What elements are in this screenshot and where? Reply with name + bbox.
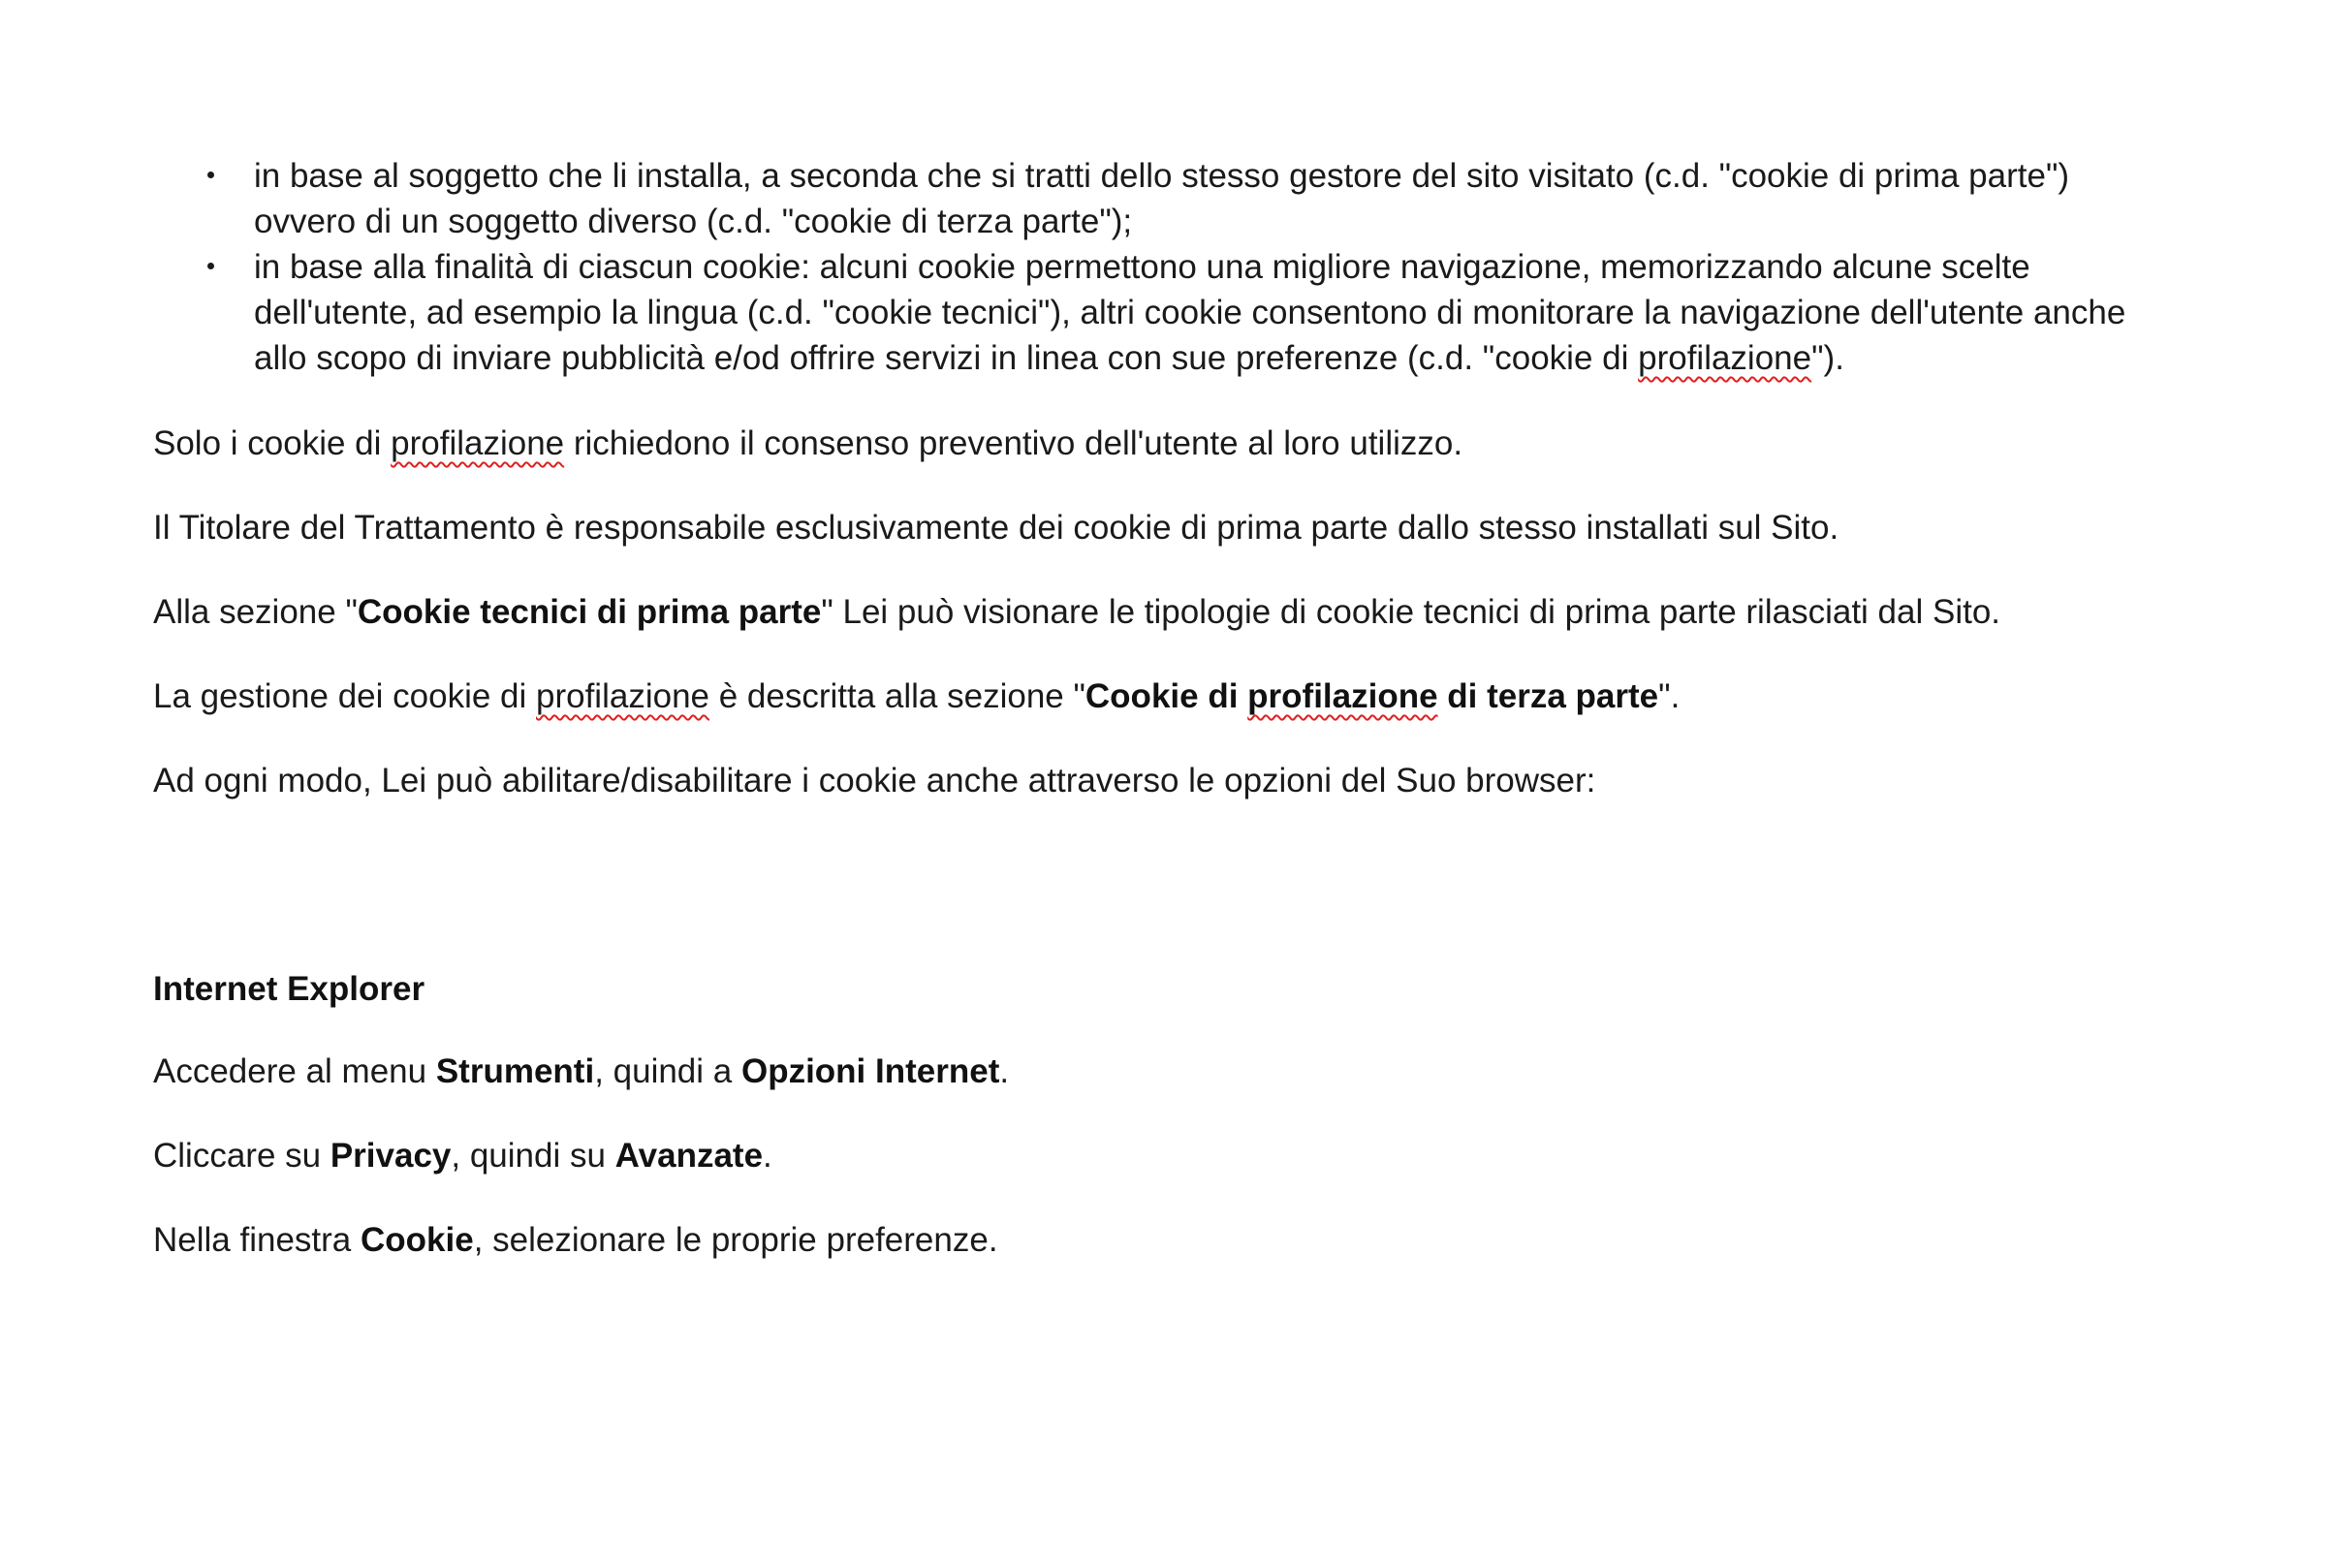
bullet-dot <box>207 263 214 269</box>
text-run: ". <box>1658 677 1681 715</box>
text-run: Solo i cookie di <box>153 424 392 462</box>
paragraph-sezione <box>153 589 2179 635</box>
text-run: Alla sezione " <box>153 593 358 631</box>
text-run: è descritta alla sezione " <box>709 677 1085 715</box>
paragraph-consent <box>153 421 2179 466</box>
instruction-step-1 <box>153 1049 2179 1094</box>
text-run: " Lei può visionare le tipologie di cookie tecnici di prima parte rilasciati dal Sito. <box>821 593 2001 631</box>
paragraph-gestione <box>153 674 2179 719</box>
text-run: , selezionare le proprie preferenze. <box>473 1221 998 1259</box>
text-run: . <box>999 1052 1010 1090</box>
text-run: richiedono il consenso preventivo dell'utente al loro utilizzo. <box>564 424 1463 462</box>
list-item <box>153 153 2179 244</box>
instruction-step-2 <box>153 1133 2179 1178</box>
bold-menu-name: Privacy <box>330 1137 452 1175</box>
section-heading-internet-explorer <box>153 966 2179 1012</box>
text-run: Accedere al menu <box>153 1052 436 1090</box>
bold-menu-name: Cookie <box>360 1221 474 1259</box>
bullet-text: in base alla finalità di ciascun cookie: alcuni cookie permettono una migliore navigazione, memorizzando alcune scelte dell'utente, ad esempio la lingua (c.d. "cookie tecnici"), altri cookie consentono di monitorare la navigazione dell'utente anche allo scopo di inviare pubblicità e/od offrire servizi in linea con sue preferenze (c.d. "cookie di <box>254 248 2126 377</box>
text-run: . <box>763 1137 772 1175</box>
spellcheck-word: profilazione <box>536 677 709 715</box>
spellcheck-word: profilazione <box>1247 677 1438 715</box>
bullet-text-end: "). <box>1811 339 1844 377</box>
heading-text: Internet Explorer <box>153 970 425 1008</box>
document-page <box>153 153 2179 1263</box>
bullet-text: in base al soggetto che li installa, a seconda che si tratti dello stesso gestore del sito visitato (c.d. "cookie di prima parte") ovvero di un soggetto diverso (c.d. "cookie di terza parte"); <box>254 157 2070 240</box>
paragraph-titolare: Il Titolare del Trattamento è responsabile esclusivamente dei cookie di prima parte dallo stesso installati sul Sito. <box>153 509 1839 547</box>
bold-menu-name: Opzioni Internet <box>740 1052 1000 1090</box>
bullet-dot <box>207 172 214 178</box>
bold-section-name: Cookie tecnici di prima parte <box>357 593 822 631</box>
text-run: Cliccare su <box>153 1137 330 1175</box>
text-run: Cookie di <box>1084 677 1248 715</box>
list-item <box>153 244 2179 381</box>
bullet-list <box>153 153 2179 381</box>
instruction-step-3 <box>153 1217 2179 1263</box>
spellcheck-word: profilazione <box>391 424 565 462</box>
text-run: di terza parte <box>1437 677 1659 715</box>
text-run: Nella finestra <box>153 1221 361 1259</box>
bold-menu-name: Avanzate <box>614 1137 764 1175</box>
text-run: , quindi su <box>451 1137 615 1175</box>
spellcheck-word: profilazione <box>1638 339 1812 377</box>
paragraph-browser: Ad ogni modo, Lei può abilitare/disabilitare i cookie anche attraverso le opzioni del Suo browser: <box>153 762 1596 800</box>
bold-section-name <box>1085 677 1658 715</box>
bold-menu-name: Strumenti <box>435 1052 595 1090</box>
text-run: La gestione dei cookie di <box>153 677 536 715</box>
text-run: , quindi a <box>594 1052 741 1090</box>
